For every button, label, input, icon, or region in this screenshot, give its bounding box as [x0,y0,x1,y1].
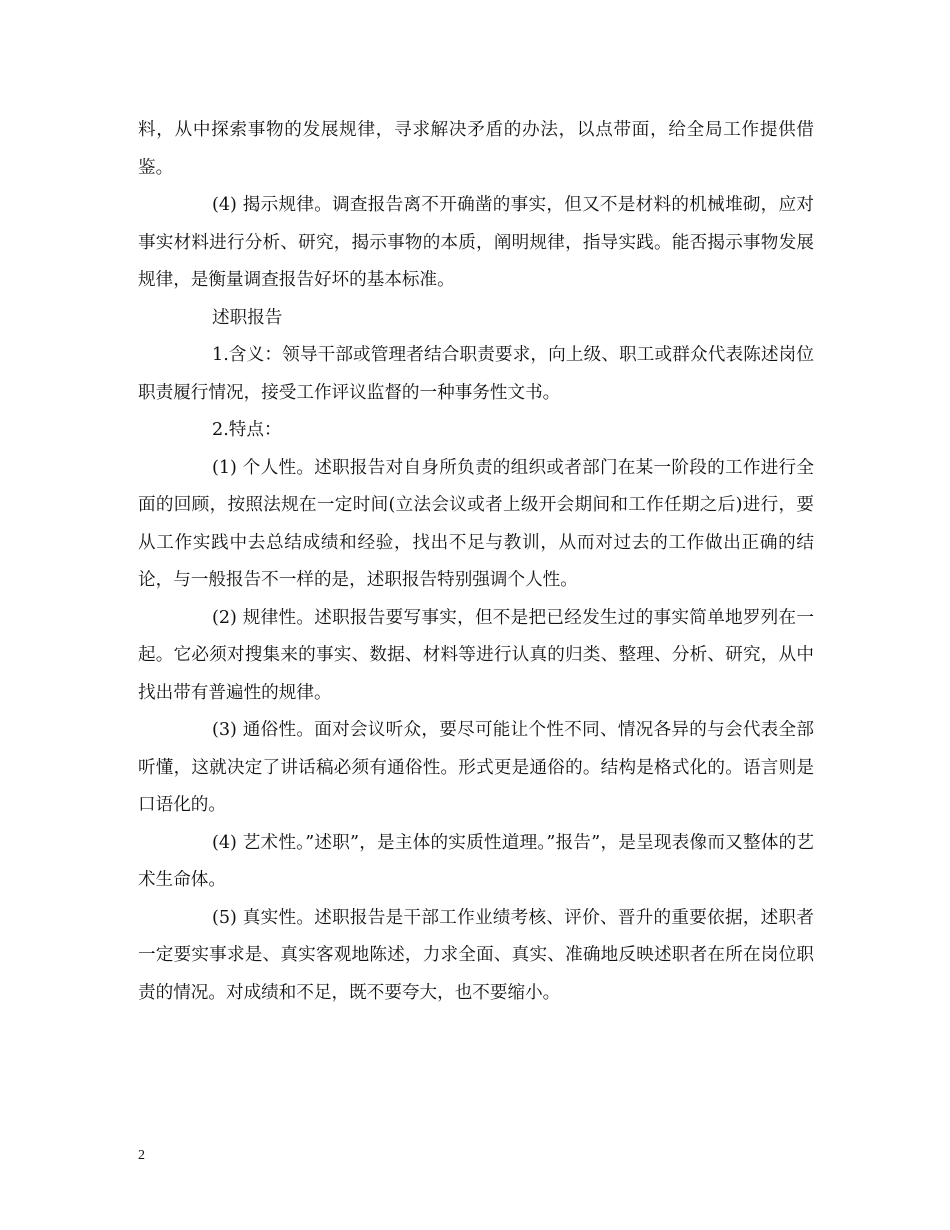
paragraph-feature-authenticity: (5) 真实性。述职报告是干部工作业绩考核、评价、晋升的重要依据，述职者一定要实事求是、真实客观地陈述，力求全面、真实、准确地反映述职者在所在岗位职责的情况。对成绩和不足，既不要夸大，也不要缩小。 [138,907,814,1003]
paragraph-features-heading: 2.特点： [212,420,282,440]
paragraph-feature-popularity: (3) 通俗性。面对会议听众，要尽可能让个性不同、情况各异的与会代表全部听懂，这就决定了讲话稿必须有通俗性。形式更是通俗的。结构是格式化的。语言则是口语化的。 [138,720,814,815]
paragraph-feature-artistry: (4) 艺术性。”述职”，是主体的实质性道理。”报告”，是呈现表像而又整体的艺术生命体。 [138,832,814,890]
paragraph-feature-regularity: (2) 规律性。述职报告要写事实，但不是把已经发生过的事实简单地罗列在一起。它必须对搜集来的事实、数据、材料等进行认真的归类、整理、分析、研究，从中找出带有普遍性的规律。 [138,607,814,703]
paragraph-feature-personal: (1) 个人性。述职报告对自身所负责的组织或者部门在某一阶段的工作进行全面的回顾，按照法规在一定时间(立法会议或者上级开会期间和工作任期之后)进行，要从工作实践中去总结成绩和经验，找出不足与教训，从而对过去的工作做出正确的结论，与一般报告不一样的是，述职报告特别强调个人性。 [138,457,814,590]
paragraph-reveal-pattern: (4) 揭示规律。调查报告离不开确凿的事实，但又不是材料的机械堆砌，应对事实材料进行分析、研究，揭示事物的本质，阐明规律，指导实践。能否揭示事物发展规律，是衡量调查报告好坏的基本标准。 [138,195,814,290]
document-body [138,112,814,1012]
section-heading-duty-report: 述职报告 [212,307,283,328]
paragraph-intro-continuation: 料，从中探索事物的发展规律，寻求解决矛盾的办法，以点带面，给全局工作提供借鉴。 [138,120,814,178]
page-number: 2 [138,1148,145,1163]
paragraph-definition: 1.含义：领导干部或管理者结合职责要求，向上级、职工或群众代表陈述岗位职责履行情况，接受工作评议监督的一种事务性文书。 [138,345,814,403]
